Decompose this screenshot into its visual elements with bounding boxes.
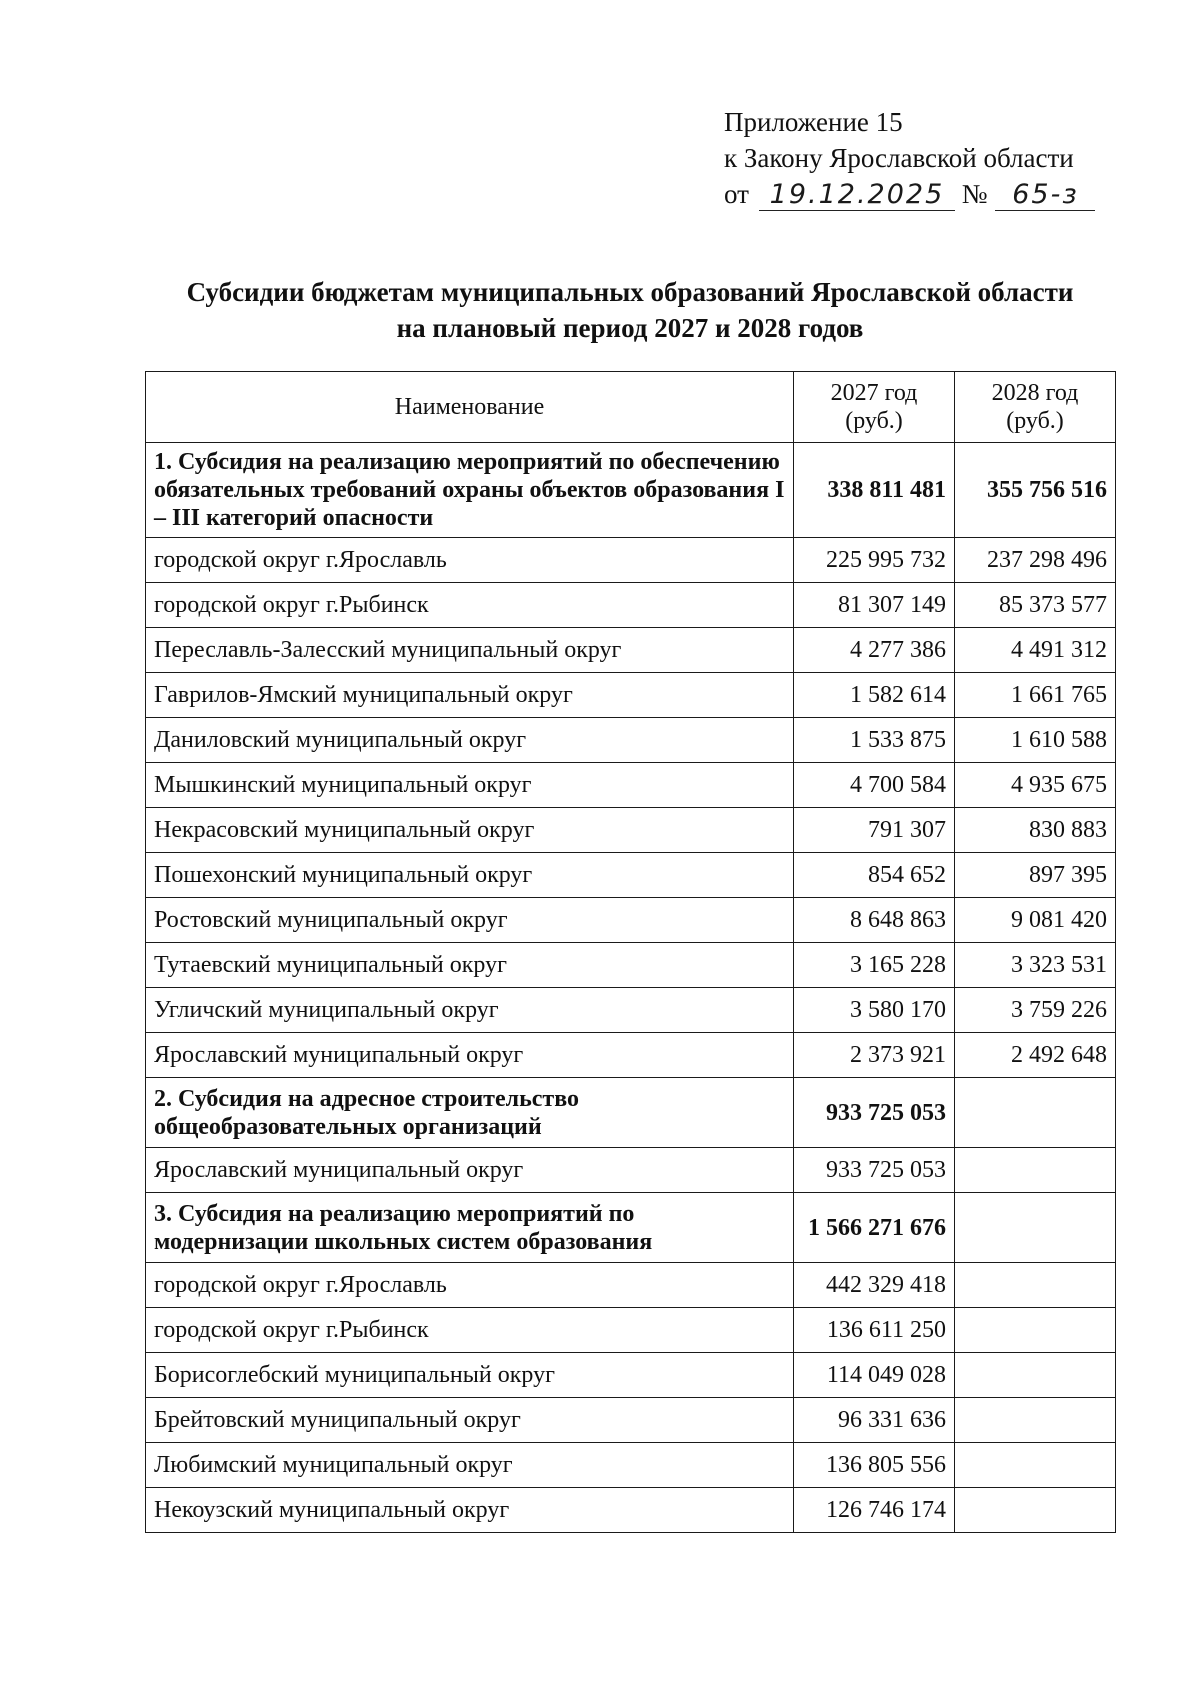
row-name: городской округ г.Ярославль [146, 1263, 794, 1308]
row-value-2027: 3 580 170 [794, 988, 955, 1033]
row-value-2027: 4 277 386 [794, 628, 955, 673]
row-value-2028: 3 323 531 [955, 943, 1116, 988]
row-name: Угличский муниципальный округ [146, 988, 794, 1033]
annex-reference [724, 104, 1095, 212]
table-row [146, 853, 1116, 898]
table-row [146, 1263, 1116, 1308]
row-value-2028 [955, 1398, 1116, 1443]
table-row [146, 583, 1116, 628]
table-row [146, 718, 1116, 763]
table-row [146, 763, 1116, 808]
handwritten-law-number: 65-з [995, 180, 1095, 211]
table-row [146, 628, 1116, 673]
table-row [146, 943, 1116, 988]
handwritten-date: 19.12.2025 [759, 180, 955, 211]
title-line-1: Субсидии бюджетам муниципальных образований Ярославской области [186, 277, 1074, 307]
row-name: Даниловский муниципальный округ [146, 718, 794, 763]
row-name: Мышкинский муниципальный округ [146, 763, 794, 808]
row-value-2027: 136 805 556 [794, 1443, 955, 1488]
section-title: 2. Субсидия на адресное строительство общеобразовательных организаций [146, 1078, 794, 1148]
date-prefix: от [724, 179, 749, 209]
section-title: 1. Субсидия на реализацию мероприятий по обеспечению обязательных требований охраны объектов образования I – III категорий опасности [146, 443, 794, 538]
row-value-2028: 237 298 496 [955, 538, 1116, 583]
section-total-2027: 338 811 481 [794, 443, 955, 538]
section-row [146, 443, 1116, 538]
row-value-2027: 225 995 732 [794, 538, 955, 583]
row-value-2028: 2 492 648 [955, 1033, 1116, 1078]
row-name: Борисоглебский муниципальный округ [146, 1353, 794, 1398]
section-total-2027: 1 566 271 676 [794, 1193, 955, 1263]
row-value-2027: 114 049 028 [794, 1353, 955, 1398]
table-row [146, 538, 1116, 583]
row-value-2028: 1 610 588 [955, 718, 1116, 763]
row-name: городской округ г.Рыбинск [146, 1308, 794, 1353]
row-name: Ростовский муниципальный округ [146, 898, 794, 943]
row-name: Некрасовский муниципальный округ [146, 808, 794, 853]
table-row [146, 1148, 1116, 1193]
table-row [146, 1443, 1116, 1488]
column-header-2028-unit: (руб.) [1006, 408, 1064, 434]
table-row [146, 1033, 1116, 1078]
table-row [146, 1353, 1116, 1398]
row-value-2028: 9 081 420 [955, 898, 1116, 943]
row-value-2028 [955, 1443, 1116, 1488]
row-value-2028: 3 759 226 [955, 988, 1116, 1033]
section-total-2028 [955, 1193, 1116, 1263]
row-value-2027: 854 652 [794, 853, 955, 898]
section-total-2027: 933 725 053 [794, 1078, 955, 1148]
table-row [146, 988, 1116, 1033]
row-value-2028: 4 491 312 [955, 628, 1116, 673]
column-header-2028-year: 2028 год [991, 380, 1079, 406]
row-value-2028 [955, 1263, 1116, 1308]
row-name: Тутаевский муниципальный округ [146, 943, 794, 988]
row-name: Ярославский муниципальный округ [146, 1148, 794, 1193]
row-value-2028: 4 935 675 [955, 763, 1116, 808]
row-name: Гаврилов-Ямский муниципальный округ [146, 673, 794, 718]
row-value-2028: 897 395 [955, 853, 1116, 898]
section-row [146, 1193, 1116, 1263]
row-name: городской округ г.Ярославль [146, 538, 794, 583]
row-value-2027: 96 331 636 [794, 1398, 955, 1443]
row-value-2027: 3 165 228 [794, 943, 955, 988]
subsidies-table [145, 371, 1116, 1533]
document-title [130, 274, 1130, 346]
row-name: Брейтовский муниципальный округ [146, 1398, 794, 1443]
row-name: Переславль-Залесский муниципальный округ [146, 628, 794, 673]
row-value-2027: 933 725 053 [794, 1148, 955, 1193]
table-row [146, 1308, 1116, 1353]
title-line-2: на плановый период 2027 и 2028 годов [396, 313, 864, 343]
row-value-2027: 1 582 614 [794, 673, 955, 718]
column-header-2027 [794, 372, 955, 443]
section-title: 3. Субсидия на реализацию мероприятий по модернизации школьных систем образования [146, 1193, 794, 1263]
row-value-2028 [955, 1353, 1116, 1398]
law-reference: к Закону Ярославской области [724, 143, 1074, 173]
row-value-2027: 136 611 250 [794, 1308, 955, 1353]
table-row [146, 673, 1116, 718]
row-value-2027: 4 700 584 [794, 763, 955, 808]
column-header-2027-unit: (руб.) [845, 408, 903, 434]
section-row [146, 1078, 1116, 1148]
row-value-2028: 1 661 765 [955, 673, 1116, 718]
row-name: Некоузский муниципальный округ [146, 1488, 794, 1533]
row-value-2028 [955, 1148, 1116, 1193]
row-value-2027: 126 746 174 [794, 1488, 955, 1533]
row-value-2028: 830 883 [955, 808, 1116, 853]
row-value-2028: 85 373 577 [955, 583, 1116, 628]
annex-number: Приложение 15 [724, 107, 903, 137]
row-name: Любимский муниципальный округ [146, 1443, 794, 1488]
row-value-2027: 81 307 149 [794, 583, 955, 628]
column-header-2028 [955, 372, 1116, 443]
row-value-2027: 442 329 418 [794, 1263, 955, 1308]
column-header-2027-year: 2027 год [830, 380, 918, 406]
row-name: городской округ г.Рыбинск [146, 583, 794, 628]
row-value-2028 [955, 1488, 1116, 1533]
section-total-2028 [955, 1078, 1116, 1148]
table-row [146, 898, 1116, 943]
row-name: Пошехонский муниципальный округ [146, 853, 794, 898]
row-name: Ярославский муниципальный округ [146, 1033, 794, 1078]
table-row [146, 1398, 1116, 1443]
law-date-number-line [724, 176, 1095, 212]
row-value-2028 [955, 1308, 1116, 1353]
table-row [146, 1488, 1116, 1533]
row-value-2027: 791 307 [794, 808, 955, 853]
table-row [146, 808, 1116, 853]
column-header-name: Наименование [146, 372, 794, 443]
row-value-2027: 8 648 863 [794, 898, 955, 943]
number-sign: № [961, 179, 988, 209]
row-value-2027: 1 533 875 [794, 718, 955, 763]
table-header-row [146, 372, 1116, 443]
row-value-2027: 2 373 921 [794, 1033, 955, 1078]
section-total-2028: 355 756 516 [955, 443, 1116, 538]
